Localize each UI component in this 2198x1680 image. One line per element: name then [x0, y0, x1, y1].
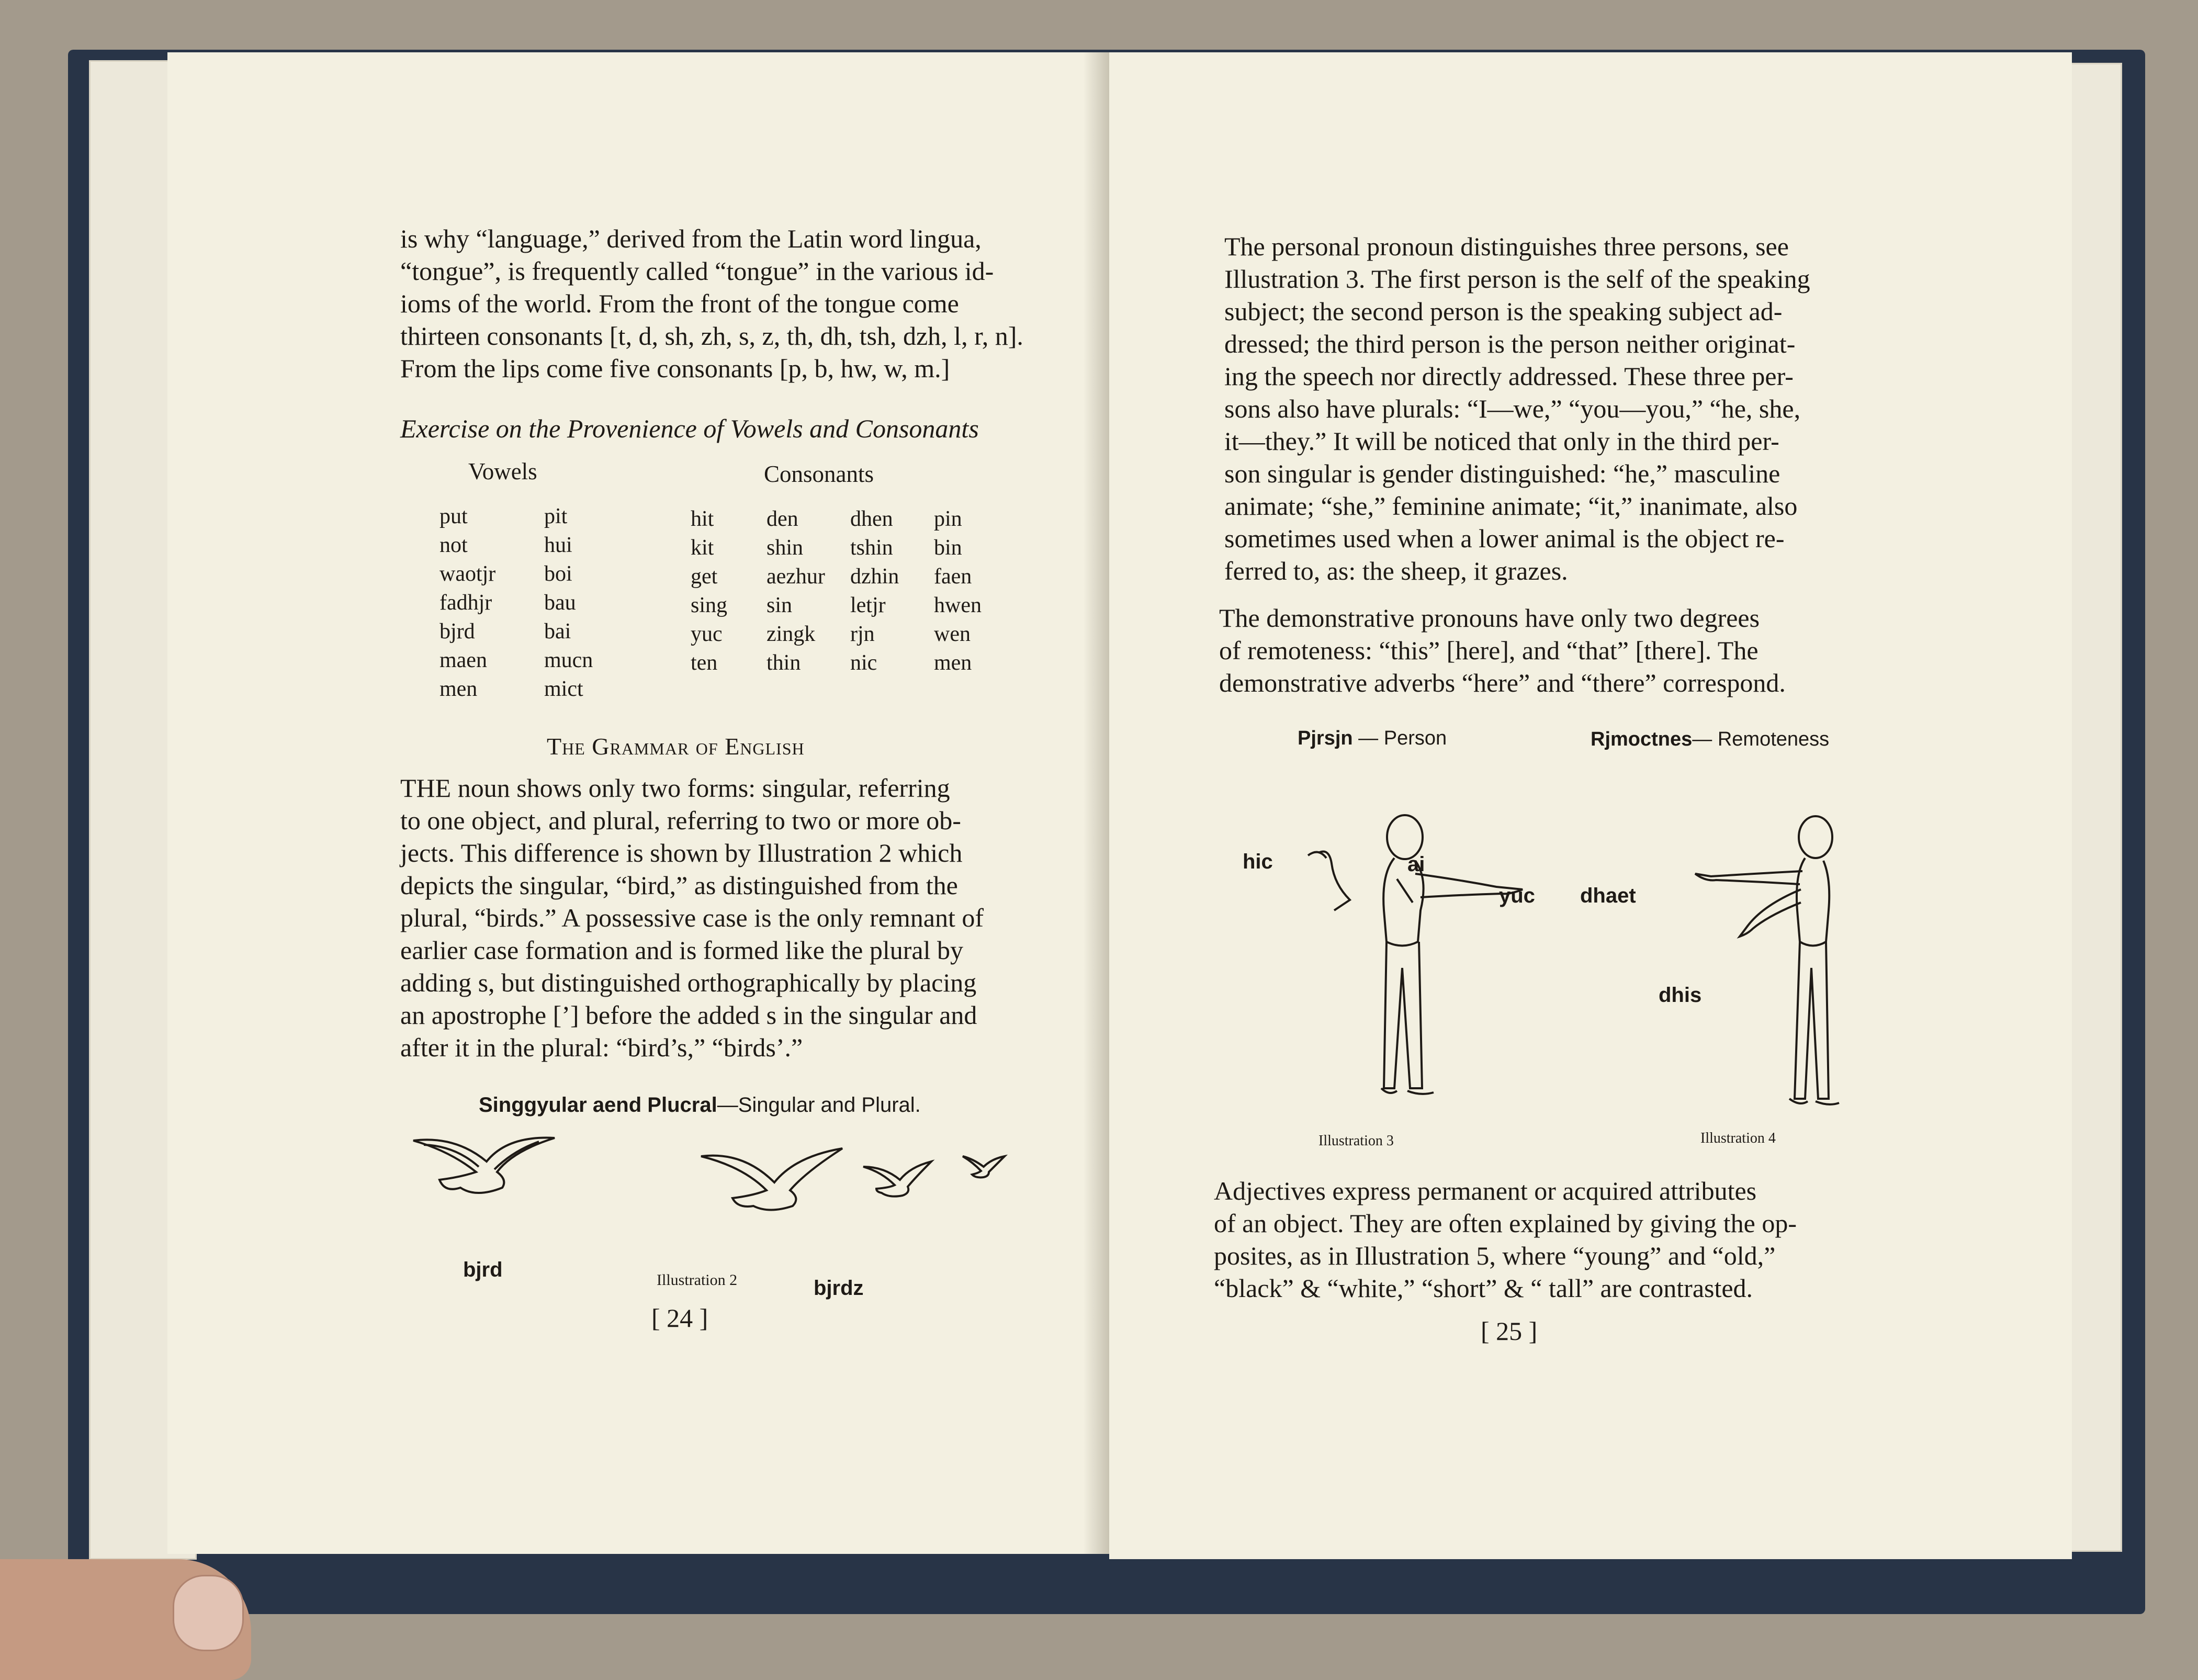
label-yuc: yuc: [1499, 884, 1535, 907]
label-dhis: dhis: [1659, 984, 1702, 1007]
exercise-heading: Exercise on the Provenience of Vowels and Consonants: [400, 414, 979, 443]
consonant-column-3: [850, 505, 899, 678]
list-item: put: [439, 504, 468, 528]
left-paragraph-2: THE noun shows only two forms: singular, referring to one object, and plural, referring to two or more ob- jects. This difference is shown by Illustration 2 which depicts the singular, “bird,” as distinguished from the plural, “birds.” A possessive case is the only remnant of earlier case formation and is formed like the plural by adding s, but distinguished orthographically by placing an apostrophe [’] before the added s in the singular and after it in the plural: “bird’s,” “birds’.”: [400, 773, 984, 1062]
consonants-heading: Consonants: [764, 461, 874, 487]
illustration-2-caption: Singgyular aend Plucral—Singular and Plural.: [479, 1093, 921, 1117]
list-item: nic: [850, 651, 877, 675]
illustration-4-label: Illustration 4: [1700, 1130, 1776, 1146]
list-item: shin: [767, 536, 804, 560]
list-item: dhen: [850, 507, 893, 531]
list-item: bau: [544, 591, 576, 615]
vowel-column-2: [544, 502, 593, 704]
list-item: mucn: [544, 648, 593, 672]
list-item: tshin: [850, 536, 893, 560]
list-item: thin: [767, 651, 801, 675]
list-item: pin: [934, 507, 962, 531]
list-item: yuc: [691, 622, 723, 646]
section-title: The Grammar of English: [547, 733, 805, 760]
list-item: hwen: [934, 593, 982, 617]
list-item: men: [439, 677, 478, 701]
label-birds: bjrdz: [814, 1277, 864, 1300]
vowels-heading: Vowels: [468, 458, 537, 484]
right-paragraph-1: The personal pronoun distinguishes three persons, see Illustration 3. The first person is the self of the speaking subject; the second person is the speaking subject ad- dressed; the third person is the person neither originat- ing the speech nor directly addressed. These three per- sons also have plurals: “I—we,” “you—you,” “he, she, it—they.” It will be noticed that only in the third per- son singular is gender distinguished: “he,” masculine animate; “she,” feminine animate; “it,” inanimate, also sometimes used when a lower animal is the object re- ferred to, as: the sheep, it grazes.: [1224, 232, 1810, 585]
person-illustration: [1277, 816, 1549, 1114]
label-ai: ai: [1407, 853, 1425, 876]
page-number-25: [ 25 ]: [1481, 1316, 1538, 1346]
list-item: letjr: [850, 593, 886, 617]
list-item: mict: [544, 677, 583, 701]
remoteness-illustration: [1648, 816, 1884, 1120]
list-item: aezhur: [767, 565, 825, 589]
list-item: get: [691, 565, 718, 589]
left-paragraph-1: is why “language,” derived from the Latin word lingua, “tongue”, is frequently called “tongue” in the various id- ioms of the world. From the front of the tongue come thirteen consonants [t, d, sh, zh, s, z, th, dh, tsh, dzh, l, r, n]. From the lips come five consonants [p, b, hw, w, m.]: [400, 224, 1023, 383]
label-dhaet: dhaet: [1580, 884, 1636, 907]
left-page: [167, 52, 1109, 1554]
list-item: den: [767, 507, 798, 531]
list-item: wen: [934, 622, 971, 646]
list-item: faen: [934, 565, 972, 589]
list-item: rjn: [850, 622, 875, 646]
list-item: not: [439, 533, 468, 557]
thumbnail: [173, 1575, 244, 1651]
list-item: maen: [439, 648, 487, 672]
list-item: sin: [767, 593, 793, 617]
list-item: pit: [544, 504, 568, 528]
page-number-24: [ 24 ]: [651, 1303, 708, 1333]
list-item: ten: [691, 651, 718, 675]
label-hic: hic: [1243, 850, 1273, 873]
list-item: men: [934, 651, 972, 675]
list-item: bjrd: [439, 619, 475, 644]
list-item: fadhjr: [439, 591, 492, 615]
vowel-column-1: [439, 502, 495, 704]
label-bird: bjrd: [463, 1258, 503, 1281]
list-item: hui: [544, 533, 572, 557]
right-paragraph-3: Adjectives express permanent or acquired attributes of an object. They are often explained by giving the op- posites, as in Illustration 5, where “young” and “old,” “black” & “white,” “short” & “ tall” are contrasted.: [1214, 1176, 1797, 1303]
list-item: bai: [544, 619, 571, 644]
list-item: dzhin: [850, 565, 899, 589]
birds-plural-illustration: [696, 1141, 1031, 1235]
illustration-3-label: Illustration 3: [1318, 1133, 1394, 1149]
list-item: hit: [691, 507, 714, 531]
illustration-2-label: Illustration 2: [657, 1271, 738, 1289]
list-item: waotjr: [439, 562, 496, 586]
list-item: boi: [544, 562, 572, 586]
consonant-column-4: [934, 505, 982, 678]
list-item: sing: [691, 593, 728, 617]
right-paragraph-2: The demonstrative pronouns have only two degrees of remoteness: “this” [here], and “that” [there]. The demonstrative adverbs “here” and “there” correspond.: [1219, 603, 1786, 697]
list-item: zingk: [767, 622, 816, 646]
list-item: kit: [691, 536, 714, 560]
illustration-4-title: Rjmoctnes— Remoteness: [1591, 728, 1830, 750]
bird-singular-illustration: [408, 1130, 565, 1219]
right-page: [1109, 52, 2072, 1559]
list-item: bin: [934, 536, 962, 560]
consonant-column-1: [691, 505, 727, 678]
illustration-3-title: Pjrsjn — Person: [1298, 727, 1447, 749]
consonant-column-2: [767, 505, 825, 678]
